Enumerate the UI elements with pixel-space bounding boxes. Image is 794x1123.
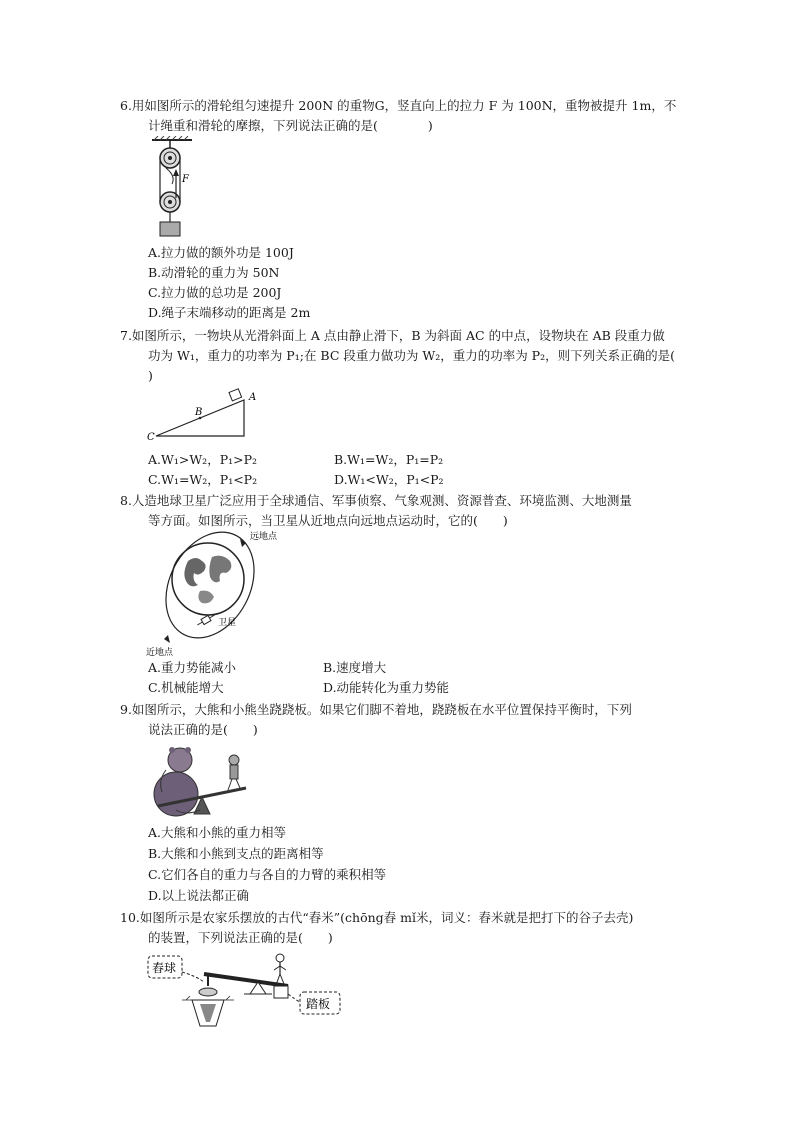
incline-label-b: B [195,407,203,418]
q6-stem-line1: 6.用如图所示的滑轮组匀速提升 200N 的重物G，竖直向上的拉力 F 为 100N，重物被提升 1m，不 [120,98,677,113]
pulley-system-figure [146,136,206,244]
pounder-label-ball: 舂球 [152,961,177,975]
pounder-label-pedal: 踏板 [306,997,331,1011]
incline-label-c: C [147,432,155,443]
q7-stem-line2: 功为 W₁，重力的功率为 P₁;在 BC 段重力做功为 W₂，重力的功率为 P₂，则下列关系正确的是( [148,348,675,363]
q8-option-d: D.动能转化为重力势能 [323,680,450,695]
q8-option-b: B.速度增大 [323,660,387,675]
incline-label-a: A [249,392,257,403]
q7-option-a: A.W₁>W₂，P₁>P₂ [148,452,258,467]
q6-option-b: B.动滑轮的重力为 50N [148,265,280,280]
q8-option-c: C.机械能增大 [148,680,224,695]
q9-stem-line1: 9.如图所示，大熊和小熊坐跷跷板。如果它们脚不着地，跷跷板在水平位置保持平衡时，下列 [120,702,632,717]
q7-stem-line1: 7.如图所示，一物块从光滑斜面上 A 点由静止滑下，B 为斜面 AC 的中点，设物块在 AB 段重力做 [120,328,665,343]
q6-option-c: C.拉力做的总功是 200J [148,285,282,300]
q7-option-c: C.W₁=W₂，P₁<P₂ [148,472,258,487]
q8-option-a: A.重力势能减小 [148,660,237,675]
q6-stem-line2: 计绳重和滑轮的摩擦，下列说法正确的是( ) [148,118,433,133]
orbit-label-near: 近地点 [146,648,174,658]
orbit-label-far: 远地点 [250,532,278,542]
q7-option-b: B.W₁=W₂，P₁=P₂ [334,452,444,467]
force-label-f: F [182,174,189,185]
q7-option-d: D.W₁<W₂，P₁<P₂ [334,472,444,487]
q9-option-d: D.以上说法都正确 [148,888,250,903]
q10-stem-line2: 的装置，下列说法正确的是( ) [148,930,333,945]
q9-option-a: A.大熊和小熊的重力相等 [148,825,287,840]
q8-stem-line2: 等方面。如图所示，当卫星从近地点向远地点运动时，它的( ) [148,513,508,528]
q9-stem-line2: 说法正确的是( ) [148,722,258,737]
satellite-orbit-figure [146,527,282,659]
incline-figure [144,388,268,444]
q10-stem-line1: 10.如图所示是农家乐摆放的古代“舂米”(chōng舂 mǐ米，词义：舂米就是把打下的谷子去壳) [120,910,634,925]
q6-option-a: A.拉力做的额外功是 100J [148,245,294,260]
q6-option-d: D.绳子末端移动的距离是 2m [148,305,311,320]
q9-option-c: C.它们各自的重力与各自的力臂的乘积相等 [148,867,387,882]
q8-stem-line1: 8.人造地球卫星广泛应用于全球通信、军事侦察、气象观测、资源普查、环境监测、大地测量 [120,493,632,508]
rice-pounder-figure [146,952,346,1032]
orbit-label-satellite: 卫星 [218,618,237,628]
q7-stem-line3: ) [148,368,153,383]
q9-option-b: B.大熊和小熊到支点的距离相等 [148,846,324,861]
seesaw-bears-figure [146,740,256,820]
